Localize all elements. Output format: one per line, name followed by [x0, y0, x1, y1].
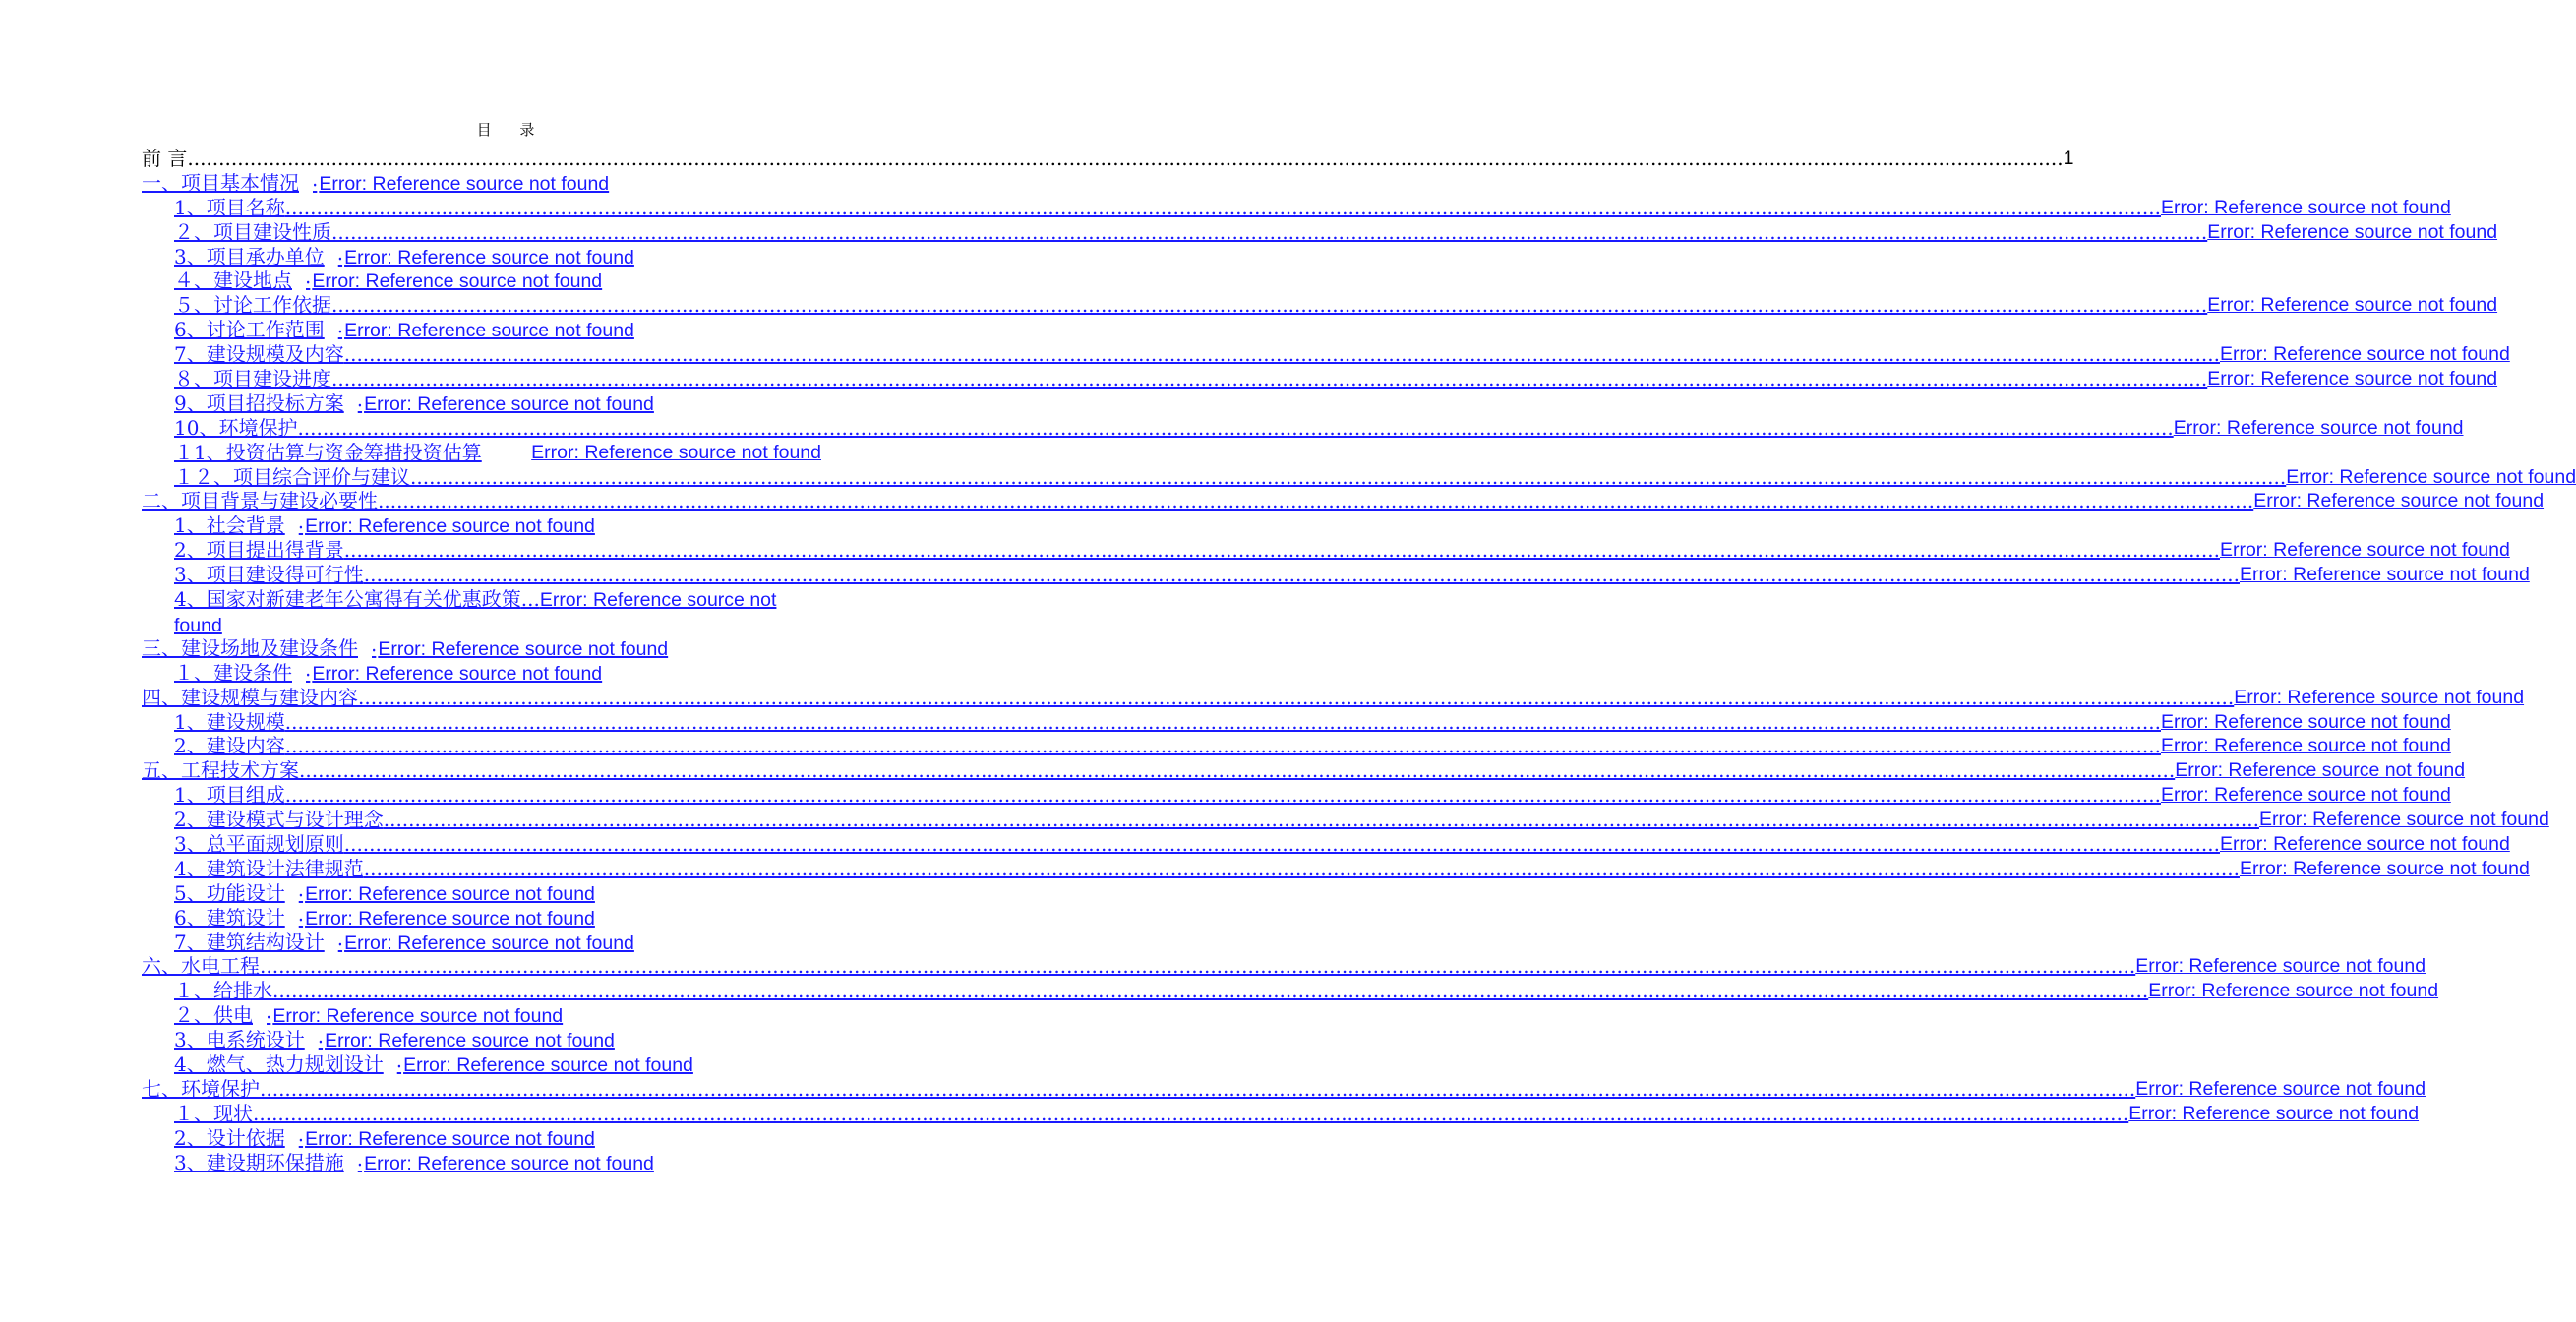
toc-subsection-entry[interactable]	[174, 293, 2498, 318]
toc-entry-label: 2、建设内容	[174, 734, 285, 758]
toc-subsection-entry[interactable]	[174, 709, 2451, 735]
toc-section-entry	[142, 147, 2074, 171]
toc-entry-page: Error: Reference source not found	[2219, 539, 2510, 562]
toc-entry-page: Error: Reference source not found	[2207, 294, 2498, 317]
tab-glyph: ꞏ	[306, 274, 311, 291]
dot-leader: ............................................................................................................................................................................................................................................................................................................	[358, 685, 2235, 709]
tab-glyph: ꞏ	[298, 886, 304, 903]
dot-leader: ............................................................................................................................................................................................................................................................................................................	[363, 856, 2240, 880]
toc-subsection-entry[interactable]	[174, 195, 2451, 220]
toc-entry-page: Error: Reference source not found	[2286, 465, 2576, 488]
toc-entry-page: Error: Reference source not found	[305, 515, 595, 538]
toc-entry-page: Error: Reference source not found	[2175, 759, 2466, 782]
toc-entry-page: Error: Reference source not found	[2239, 564, 2530, 586]
tab-glyph: ꞏ	[306, 666, 311, 683]
toc-subsection-entry[interactable]	[174, 831, 2510, 857]
toc-entry-label: ５、讨论工作依据	[174, 293, 331, 318]
toc-entry-page: Error: Reference source not found	[319, 172, 610, 195]
toc-entry-label: 4、建筑设计法律规范	[174, 856, 364, 880]
dot-leader: ............................................................................................................................................................................................................................................................................................................	[284, 195, 2161, 219]
toc-entry-label: 1、项目名称	[174, 195, 285, 219]
toc-subsection-entry[interactable]	[174, 979, 2439, 1003]
toc-section-entry[interactable]	[142, 1076, 2426, 1102]
toc-entry-label: 7、建筑结构设计	[174, 930, 325, 954]
toc-title: 目 录	[476, 121, 547, 139]
toc-entry-label: ４、建设地点	[174, 269, 292, 293]
dot-leader: ............................................................................................................................................................................................................................................................................................................	[272, 979, 2149, 1003]
toc-entry-label: １1、投资估算与资金筹措投资估算	[174, 440, 482, 464]
tab-glyph: ꞏ	[267, 1009, 271, 1026]
toc-subsection-entry[interactable]	[174, 1151, 821, 1175]
toc-section-entry[interactable]	[142, 636, 821, 661]
toc-entry-label: 二、项目背景与建设必要性	[142, 489, 378, 513]
tab-glyph: ꞏ	[298, 911, 304, 928]
toc-entry-page: Error: Reference source not found	[2173, 416, 2464, 439]
dot-leader: ............................................................................................................................................................................................................................................................................................................	[284, 734, 2161, 758]
dot-leader: ............................................................................................................................................................................................................................................................................................................	[284, 709, 2161, 734]
toc-entry-page: Error: Reference source not found	[312, 662, 603, 685]
toc-entry-page: Error: Reference source not found	[2207, 220, 2498, 243]
dot-leader: ............................................................................................................................................................................................................................................................................................................	[297, 415, 2174, 440]
tab-glyph: ꞏ	[337, 324, 343, 340]
toc-entry-label: 四、建设规模与建设内容	[142, 685, 358, 709]
tab-glyph: ꞏ	[396, 1057, 402, 1074]
dot-leader: ............................................................................................................................................................................................................................................................................................................	[299, 758, 2176, 783]
toc-subsection-entry[interactable]	[174, 367, 2498, 391]
toc-entry-label: １２、项目综合评价与建议	[174, 464, 410, 489]
toc-subsection-entry[interactable]	[174, 931, 821, 955]
tab-glyph: ꞏ	[372, 641, 377, 658]
toc-entry-label: １、给排水	[174, 979, 272, 1003]
toc-entry-page: Error: Reference source not found	[174, 589, 777, 636]
tab-glyph: ꞏ	[357, 1156, 363, 1172]
toc-entry-label: 五、工程技术方案	[142, 758, 299, 783]
dot-leader: ............................................................................................................................................................................................................................................................................................................	[260, 954, 2136, 979]
tab-glyph: ꞏ	[313, 176, 318, 193]
toc-entry-page: Error: Reference source not found	[2160, 710, 2451, 733]
toc-entry-page: Error: Reference source not found	[305, 907, 595, 930]
toc-entry-label: 2、设计依据	[174, 1125, 285, 1150]
toc-entry-page: Error: Reference source not found	[344, 246, 634, 269]
dot-leader: ............................................................................................................................................................................................................................................................................................................	[343, 831, 2220, 856]
dot-leader: ............................................................................................................................................................................................................................................................................................................	[331, 367, 2208, 391]
toc-entry-label: 1、社会背景	[174, 513, 285, 538]
toc-subsection-entry[interactable]	[174, 881, 821, 906]
toc-entry-label: ２、供电	[174, 1003, 253, 1028]
toc-entry-label: 2、项目提出得背景	[174, 538, 344, 563]
toc-subsection-entry[interactable]	[174, 563, 2530, 587]
toc-entry-label: 4、国家对新建老年公寓得有关优惠政策	[174, 587, 521, 612]
toc-entry-label: 4、燃气、热力规划设计	[174, 1052, 384, 1076]
toc-entry-label: 6、建筑设计	[174, 905, 285, 930]
toc-entry-page: Error: Reference source not found	[2234, 686, 2525, 708]
toc-subsection-entry[interactable]	[174, 808, 2549, 832]
toc-entry-label: 3、总平面规划原则	[174, 831, 344, 856]
dot-leader: ............................................................................................................................................................................................................................................................................................................	[343, 342, 2220, 367]
toc-entry-page: Error: Reference source not found	[2253, 490, 2545, 512]
toc-entry-page: Error: Reference source not found	[2135, 955, 2426, 978]
toc-entry-label: 9、项目招投标方案	[174, 391, 344, 415]
toc-entry-page: Error: Reference source not found	[364, 392, 654, 415]
toc-entry-label: ８、项目建设进度	[174, 367, 331, 391]
toc-entry-page: Error: Reference source not found	[378, 637, 669, 660]
toc-subsection-entry[interactable]	[174, 219, 2498, 245]
dot-leader: ............................................................................................................................................................................................................................................................................................................	[253, 1101, 2129, 1125]
toc-entry-page: Error: Reference source not found	[325, 1030, 615, 1052]
dot-leader: ............................................................................................................................................................................................................................................................................................................	[410, 464, 2287, 489]
toc-entry-label: １、现状	[174, 1101, 253, 1125]
toc-entry-label: 3、项目承办单位	[174, 244, 325, 269]
dot-leader: ............................................................................................................................................................................................................................................................................................................	[378, 489, 2254, 513]
toc-entry-page: Error: Reference source not found	[531, 441, 821, 463]
toc-subsection-entry[interactable]	[174, 661, 821, 686]
toc-entry-label: 3、建设期环保措施	[174, 1150, 344, 1174]
toc-entry-label: 六、水电工程	[142, 954, 260, 979]
dot-leader: ............................................................................................................................................................................................................................................................................................................	[363, 563, 2240, 587]
toc-entry-page: Error: Reference source not found	[344, 931, 634, 954]
toc-entry-label: 5、功能设计	[174, 880, 285, 905]
toc-entry-label: ２、项目建设性质	[174, 219, 331, 244]
toc-subsection-entry[interactable]	[174, 1052, 821, 1077]
toc-entry-page: Error: Reference source not found	[2148, 980, 2439, 1002]
toc-subsection-entry[interactable]	[174, 513, 821, 538]
toc-entry-page: Error: Reference source not found	[2160, 784, 2451, 807]
toc-entry-page: Error: Reference source not found	[2135, 1077, 2426, 1100]
dot-leader: ............................................................................................................................................................................................................................................................................................................	[331, 219, 2208, 244]
toc-entry-page: Error: Reference source not found	[2219, 832, 2510, 855]
toc-entry-label: 3、项目建设得可行性	[174, 563, 364, 587]
toc-entry-page: Error: Reference source not found	[2239, 857, 2530, 879]
toc-subsection-entry[interactable]	[174, 734, 2451, 758]
toc-entry-page: Error: Reference source not found	[2258, 809, 2549, 831]
tab-glyph: ꞏ	[318, 1034, 324, 1051]
toc-entry-page: Error: Reference source not found	[312, 270, 603, 293]
toc-section-entry[interactable]	[142, 171, 821, 196]
dot-leader: ............................................................................................................................................................................................................................................................................................................	[284, 783, 2161, 808]
toc-subsection-entry[interactable]	[174, 441, 821, 465]
toc-entry-label: 1、建设规模	[174, 709, 285, 734]
toc-subsection-entry[interactable]	[174, 1028, 821, 1052]
toc-entry-page: Error: Reference source not found	[2160, 196, 2451, 218]
toc-entry-label: 一、项目基本情况	[142, 170, 299, 195]
toc-subsection-entry[interactable]	[174, 245, 821, 270]
toc-entry-label: １、建设条件	[174, 660, 292, 685]
toc-section-entry[interactable]	[142, 489, 2545, 513]
tab-glyph: ꞏ	[357, 396, 363, 413]
toc-entry-label: 前 言	[142, 147, 188, 170]
toc-entry-label: 7、建设规模及内容	[174, 342, 344, 367]
toc-subsection-entry[interactable]	[174, 1003, 821, 1028]
tab-glyph: ꞏ	[337, 935, 343, 952]
toc-subsection-entry[interactable]	[174, 464, 2576, 490]
toc-subsection-entry[interactable]	[174, 587, 821, 636]
toc-entry-page: Error: Reference source not found	[2219, 343, 2510, 366]
toc-entry-page: Error: Reference source not found	[2207, 368, 2498, 391]
dot-leader: ............................................................................................................................................................................................................................................................................................................	[260, 1076, 2136, 1101]
toc-section-entry[interactable]	[142, 954, 2426, 979]
toc-subsection-entry[interactable]	[174, 391, 821, 416]
toc-section-entry[interactable]	[142, 685, 2525, 710]
toc-entry-page: Error: Reference source not found	[364, 1152, 654, 1174]
tab-glyph: ꞏ	[298, 519, 304, 536]
toc-entry-label: 七、环境保护	[142, 1076, 260, 1101]
toc-entry-label: 10、环境保护	[174, 415, 298, 440]
toc-subsection-entry[interactable]	[174, 538, 2510, 563]
toc-entry-page: Error: Reference source not found	[403, 1053, 693, 1076]
toc-entry-page: Error: Reference source not found	[344, 320, 634, 342]
tab-glyph: ꞏ	[298, 1131, 304, 1148]
toc-entry-page: Error: Reference source not found	[2128, 1102, 2420, 1124]
toc-entry-page: Error: Reference source not found	[272, 1005, 564, 1028]
toc-subsection-entry[interactable]	[174, 783, 2451, 808]
toc-entry-page: Error: Reference source not found	[305, 882, 595, 905]
toc-subsection-entry[interactable]	[174, 269, 821, 293]
toc-subsection-entry[interactable]	[174, 1101, 2420, 1126]
toc-entry-label: 3、电系统设计	[174, 1028, 305, 1052]
toc-entry-page: Error: Reference source not found	[2160, 735, 2451, 757]
toc-section-entry[interactable]	[142, 758, 2466, 783]
dot-leader: ............................................................................................................................................................................................................................................................................................................	[187, 147, 2064, 170]
toc-subsection-entry[interactable]	[174, 906, 821, 931]
toc-entry-label: 2、建设模式与设计理念	[174, 808, 384, 832]
toc-subsection-entry[interactable]	[174, 342, 2510, 367]
dot-leader: ............................................................................................................................................................................................................................................................................................................	[331, 293, 2208, 318]
dot-leader: ............................................................................................................................................................................................................................................................................................................	[343, 538, 2220, 563]
toc-entry-label: 6、讨论工作范围	[174, 318, 325, 342]
dot-leader: ...	[520, 587, 540, 612]
table-of-contents	[0, 147, 2576, 1174]
toc-subsection-entry[interactable]	[174, 415, 2464, 441]
toc-entry-page: 1	[2063, 148, 2074, 169]
toc-entry-page: Error: Reference source not found	[305, 1127, 595, 1150]
toc-subsection-entry[interactable]	[174, 1126, 821, 1151]
toc-subsection-entry[interactable]	[174, 856, 2530, 881]
tab-glyph: ꞏ	[337, 250, 343, 267]
toc-entry-label: 三、建设场地及建设条件	[142, 635, 358, 660]
toc-entry-label: 1、项目组成	[174, 783, 285, 808]
dot-leader: ............................................................................................................................................................................................................................................................................................................	[383, 808, 2259, 832]
toc-subsection-entry[interactable]	[174, 318, 821, 342]
